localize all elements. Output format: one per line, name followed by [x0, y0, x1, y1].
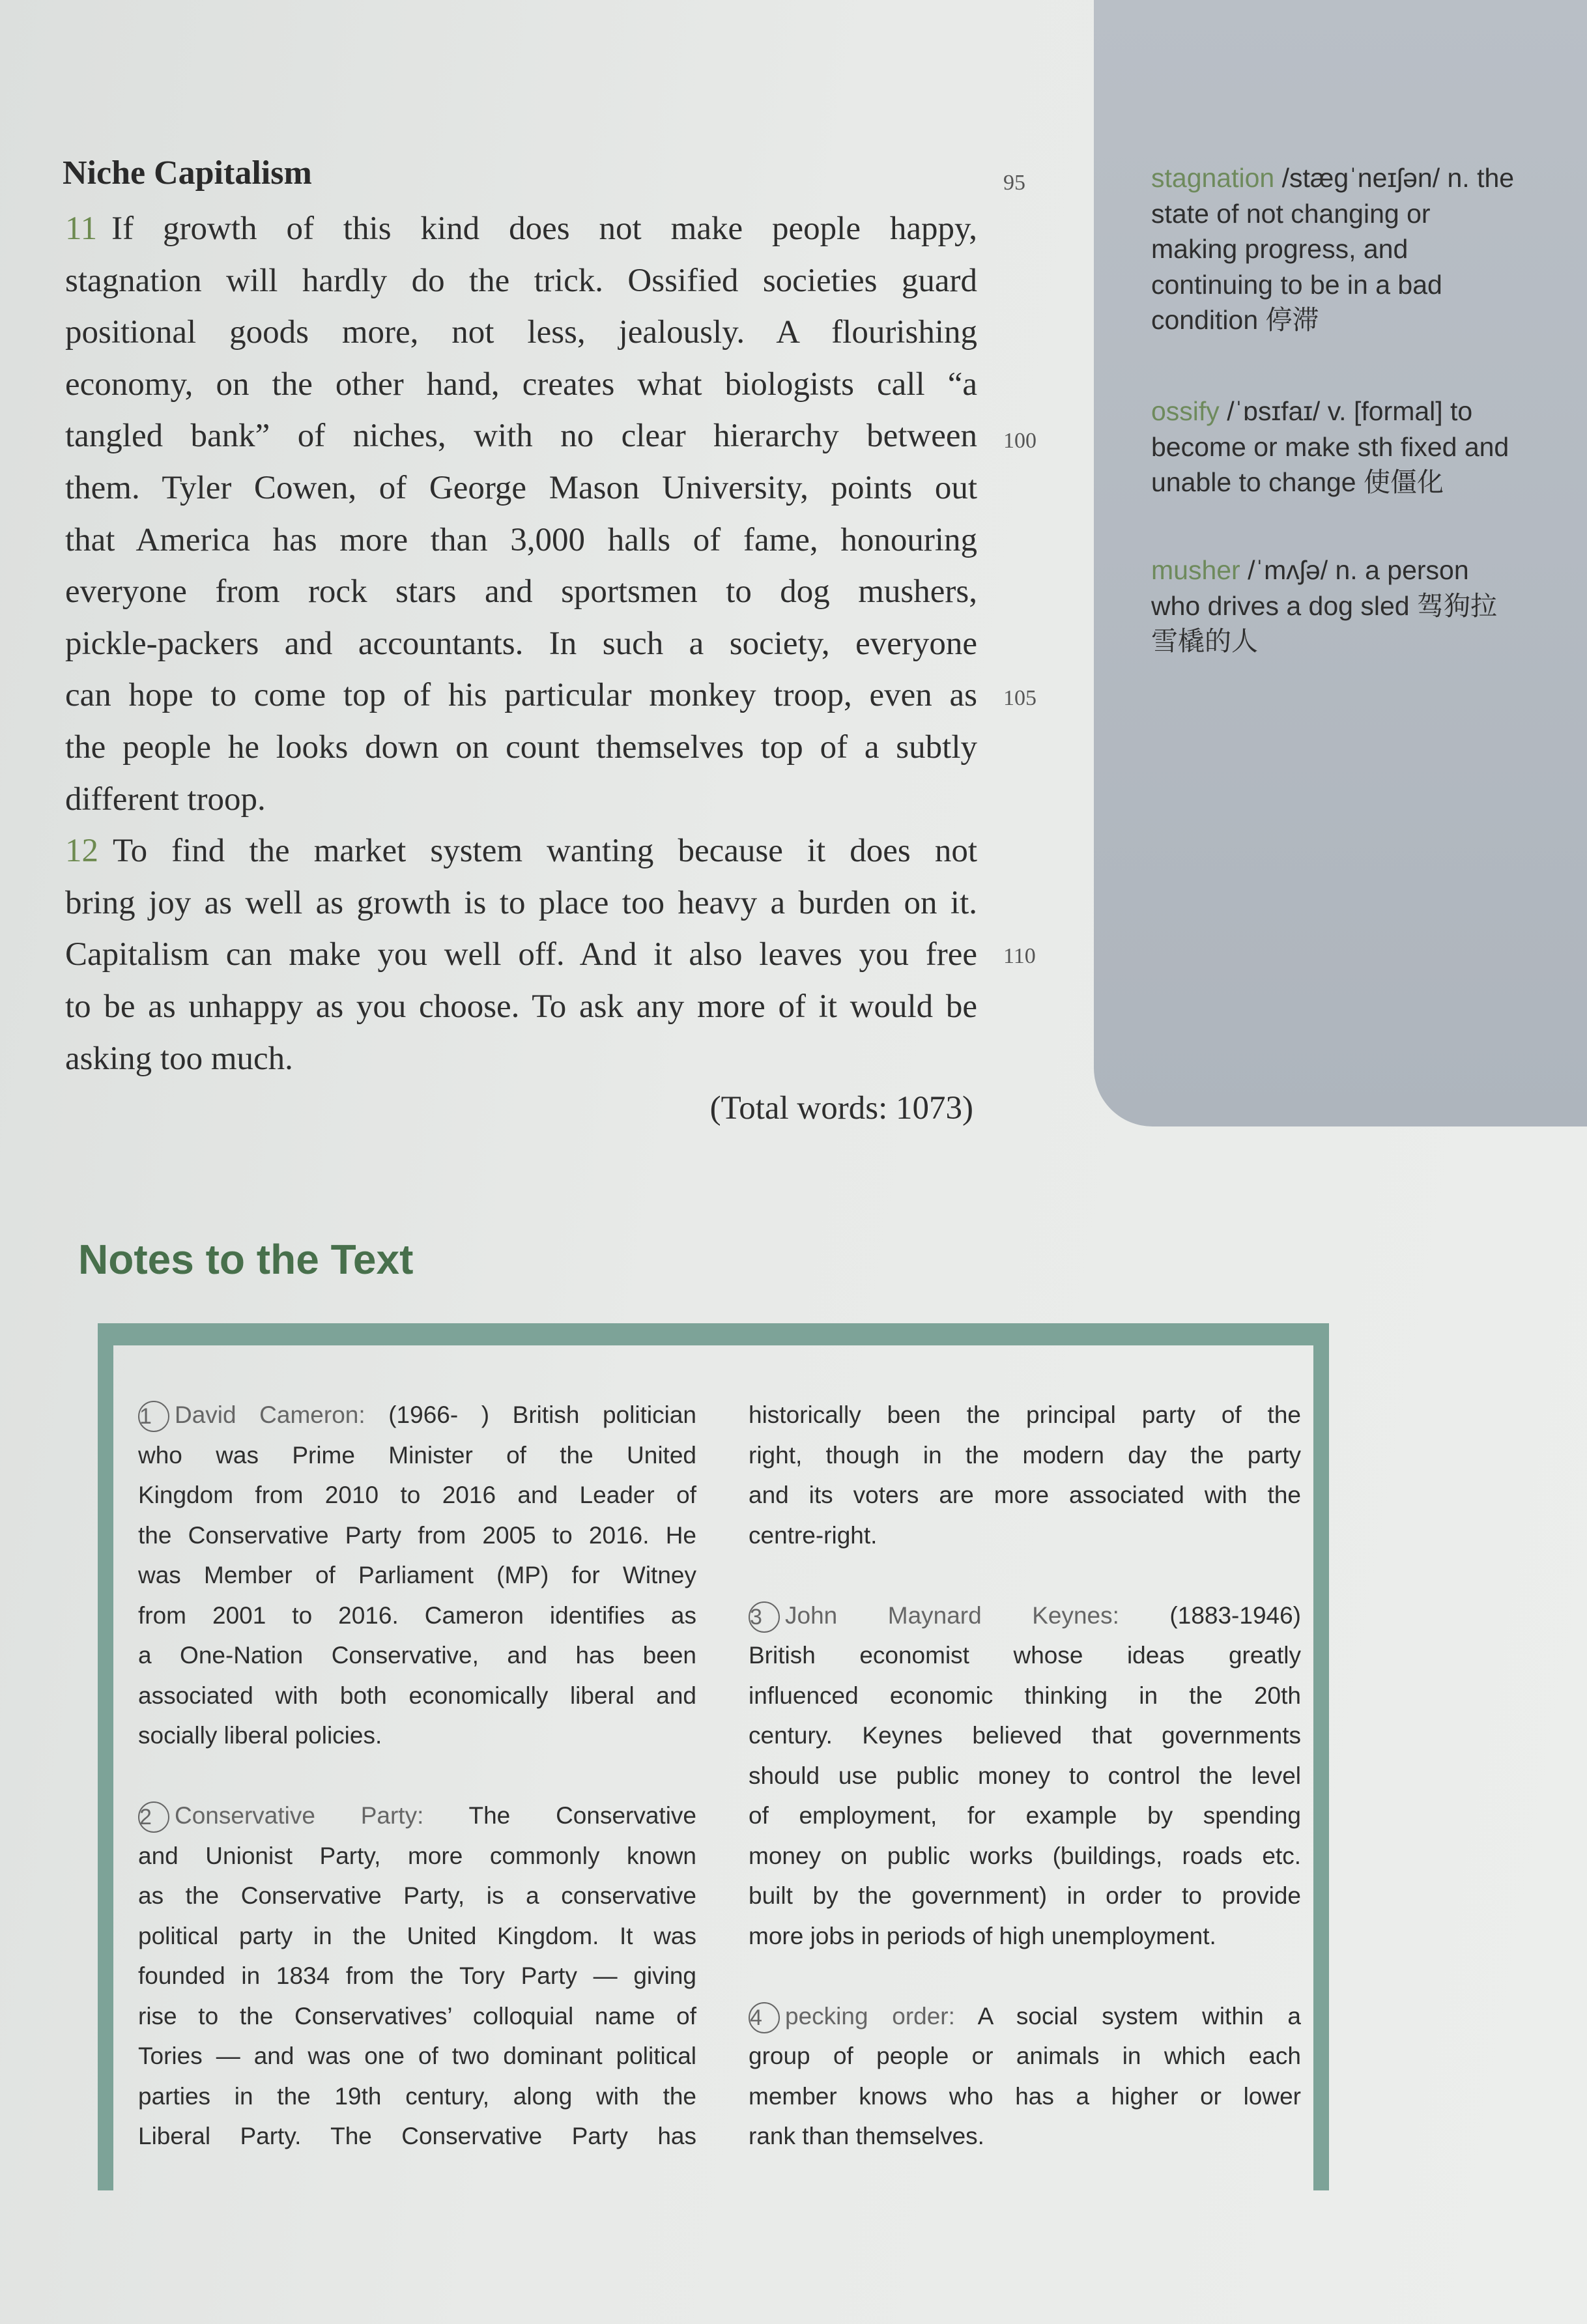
note-text: centre-right.	[749, 1521, 878, 1549]
note-line	[138, 2076, 696, 2117]
line-number: 100	[1003, 429, 1037, 453]
note-line	[749, 1836, 1301, 1876]
note-text: The Conservative	[423, 1802, 696, 1829]
line-text: them. Tyler Cowen, of George Mason University, points out	[65, 469, 977, 506]
note-line	[749, 1435, 1301, 1476]
line-text: can hope to come top of his particular monkey troop, even as	[65, 677, 977, 714]
text-line	[65, 774, 977, 826]
glossary-term: ossify	[1151, 396, 1220, 426]
text-line	[65, 203, 977, 255]
paragraph-number: 12	[65, 833, 98, 870]
line-text: different troop.	[65, 781, 266, 818]
note-text: influenced economic thinking in the 20th	[749, 1682, 1301, 1709]
line-text: To find the market system wanting because it does not	[113, 833, 977, 870]
note-line	[138, 1876, 696, 1916]
note-line	[749, 1515, 1301, 1556]
note-line	[749, 1475, 1301, 1515]
glossary-term: musher	[1151, 555, 1240, 585]
text-line	[65, 878, 977, 930]
note-text: associated with both economically liberal and	[138, 1682, 696, 1709]
note-line	[749, 1635, 1301, 1676]
text-line	[65, 825, 977, 878]
line-text: pickle-packers and accountants. In such a society, everyone	[65, 625, 977, 662]
note-line	[138, 1836, 696, 1876]
note-text: built by the government) in order to provide	[749, 1882, 1301, 1909]
line-number: 95	[1003, 171, 1025, 195]
text-line	[65, 1033, 977, 1085]
glossary-definition: /ˈmʌʃə/ n. a person who drives a dog sled 驾狗拉雪橇的人	[1151, 555, 1497, 657]
note-line	[138, 2116, 696, 2157]
text-line	[65, 981, 977, 1033]
line-text: If growth of this kind does not make people happy,	[111, 210, 977, 247]
note-gap	[138, 1756, 696, 1796]
note-text: rank than themselves.	[749, 2123, 984, 2149]
notes-right-column	[749, 1395, 1301, 2157]
note-number-circle: 2	[138, 1801, 169, 1833]
glossary-entry-stagnation	[1151, 160, 1516, 338]
note-text: group of people or animals in which each	[749, 2043, 1301, 2069]
glossary-entry-ossify	[1151, 394, 1516, 500]
note-number-circle: 3	[749, 1601, 780, 1633]
note-text: as the Conservative Party, is a conservative	[138, 1882, 696, 1909]
note-text: right, though in the modern day the party	[749, 1441, 1301, 1469]
note-text: money on public works (buildings, roads etc.	[749, 1842, 1301, 1869]
note-line	[138, 1676, 696, 1716]
note-line	[138, 1635, 696, 1676]
text-line	[65, 670, 977, 722]
note-text: of employment, for example by spending	[749, 1802, 1301, 1829]
note-text: (1883-1946)	[1119, 1601, 1302, 1629]
note-gap	[749, 1555, 1301, 1596]
line-text: bring joy as well as growth is to place too heavy a burden on it.	[65, 884, 977, 921]
line-text: the people he looks down on count themselves top of a subtly	[65, 728, 977, 766]
note-line	[749, 1715, 1301, 1756]
glossary-term: stagnation	[1151, 163, 1275, 193]
line-number: 105	[1003, 686, 1037, 710]
note-line	[749, 1395, 1301, 1435]
note-text: political party in the United Kingdom. It was	[138, 1922, 696, 1949]
note-text: socially liberal policies.	[138, 1722, 382, 1749]
note-number-circle: 4	[749, 2002, 780, 2033]
note-text: Liberal Party. The Conservative Party has	[138, 2123, 696, 2149]
line-text: tangled bank” of niches, with no clear hierarchy between	[65, 418, 977, 455]
glossary-entry-musher	[1151, 552, 1516, 659]
note-text: century. Keynes believed that governments	[749, 1722, 1301, 1749]
note-text: and Unionist Party, more commonly known	[138, 1842, 696, 1869]
note-term: David Cameron:	[175, 1401, 365, 1428]
note-text: founded in 1834 from the Tory Party — giving	[138, 1962, 696, 1989]
note-term: John Maynard Keynes:	[785, 1601, 1119, 1629]
text-line	[65, 410, 977, 463]
note-text: British economist whose ideas greatly	[749, 1642, 1301, 1669]
note-line	[749, 1676, 1301, 1716]
note-term: Conservative Party:	[175, 1802, 424, 1829]
note-line	[749, 1916, 1301, 1957]
article-body	[65, 203, 977, 1085]
note-text: a One-Nation Conservative, and has been	[138, 1642, 696, 1669]
text-line	[65, 515, 977, 567]
text-line	[65, 566, 977, 618]
notes-title: Notes to the Text	[78, 1236, 414, 1283]
note-text: from 2001 to 2016. Cameron identifies as	[138, 1601, 696, 1629]
note-line	[749, 1596, 1301, 1636]
note-line	[138, 1916, 696, 1957]
note-line	[138, 1435, 696, 1476]
note-text: Kingdom from 2010 to 2016 and Leader of	[138, 1482, 696, 1508]
note-text: who was Prime Minister of the United	[138, 1441, 696, 1469]
note-text: was Member of Parliament (MP) for Witney	[138, 1562, 696, 1588]
line-number: 110	[1003, 944, 1036, 968]
note-line	[138, 1996, 696, 2037]
note-term: pecking order:	[785, 2002, 955, 2030]
line-text: Capitalism can make you well off. And it also leaves you free	[65, 936, 977, 973]
note-line	[749, 2036, 1301, 2076]
note-line	[138, 1515, 696, 1556]
text-line	[65, 929, 977, 981]
note-line	[138, 1796, 696, 1836]
glossary-definition: /ˈɒsɪfaɪ/ v. [formal] to become or make sth fixed and unable to change 使僵化	[1151, 396, 1509, 498]
note-line	[749, 2116, 1301, 2157]
total-words: (Total words: 1073)	[709, 1090, 973, 1126]
text-line	[65, 359, 977, 411]
note-line	[749, 1876, 1301, 1916]
line-text: that America has more than 3,000 halls of fame, honouring	[65, 521, 977, 558]
note-line	[749, 1756, 1301, 1796]
note-text: Tories — and was one of two dominant political	[138, 2043, 696, 2069]
note-gap	[749, 1956, 1301, 1996]
text-line	[65, 255, 977, 308]
line-text: to be as unhappy as you choose. To ask any more of it would be	[65, 988, 977, 1025]
note-text: the Conservative Party from 2005 to 2016. He	[138, 1521, 696, 1549]
text-line	[65, 722, 977, 774]
note-line	[138, 1956, 696, 1996]
note-line	[138, 1596, 696, 1636]
note-text: should use public money to control the level	[749, 1762, 1301, 1789]
line-text: everyone from rock stars and sportsmen to dog mushers,	[65, 573, 977, 610]
line-text: asking too much.	[65, 1040, 293, 1077]
note-text: more jobs in periods of high unemployment.	[749, 1922, 1216, 1949]
line-text: economy, on the other hand, creates what biologists call “a	[65, 366, 977, 403]
note-line	[138, 1715, 696, 1756]
notes-left-column	[138, 1395, 696, 2157]
note-text: A social system within a	[954, 2002, 1301, 2030]
note-line	[749, 1796, 1301, 1836]
note-number-circle: 1	[138, 1401, 169, 1432]
note-line	[138, 1475, 696, 1515]
note-text: member knows who has a higher or lower	[749, 2082, 1301, 2110]
line-text: positional goods more, not less, jealously. A flourishing	[65, 314, 977, 351]
note-text: historically been the principal party of the	[749, 1401, 1301, 1428]
note-line	[138, 1555, 696, 1596]
note-text: parties in the 19th century, along with the	[138, 2082, 696, 2110]
glossary-definition: /stæɡˈneɪʃən/ n. the state of not changing or making progress, and continuing to be in a bad condition 停滞	[1151, 163, 1515, 336]
line-text: stagnation will hardly do the trick. Ossified societies guard	[65, 262, 977, 299]
text-line	[65, 463, 977, 515]
note-text: and its voters are more associated with the	[749, 1482, 1301, 1508]
paragraph-number: 11	[65, 210, 98, 247]
note-text: rise to the Conservatives’ colloquial name of	[138, 2002, 696, 2030]
note-line	[749, 1996, 1301, 2037]
note-line	[749, 2076, 1301, 2117]
section-heading: Niche Capitalism	[63, 154, 312, 192]
note-line	[138, 1395, 696, 1435]
text-line	[65, 618, 977, 670]
note-text: (1966- ) British politician	[365, 1401, 696, 1428]
text-line	[65, 307, 977, 359]
note-line	[138, 2036, 696, 2076]
